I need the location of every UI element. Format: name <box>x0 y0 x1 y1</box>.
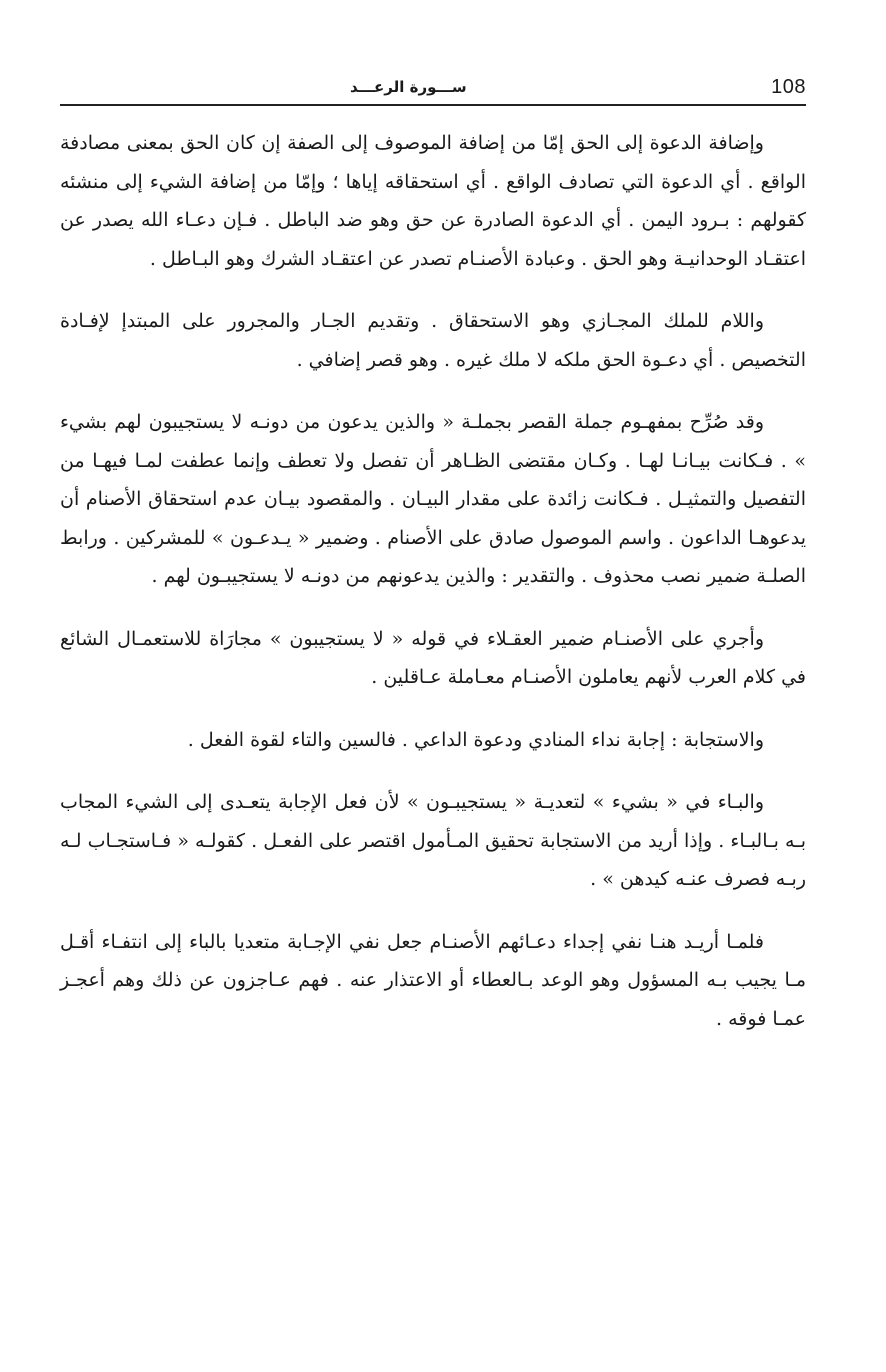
paragraph: فلمـا أريـد هنـا نفي إجداء دعـائهم الأصنـام جعل نفي الإجـابة متعديا بالباء إلى انتفـاء أقـل مـا يجيب بـه المسؤول وهو الوعد بـالعطاء أو الاعتذار عنه . فهم عـاجزون عن ذلك وهم أعجـز عمـا فوقه . <box>60 930 806 1030</box>
book-page <box>60 70 806 1330</box>
paragraph: واللام للملك المجـازي وهو الاستحقاق . وتقديم الجـار والمجرور على المبتدإ لإفـادة التخصيص . أي دعـوة الحق ملكه لا ملك غيره . وهو قصر إضافي . <box>60 310 806 371</box>
page-body <box>60 124 806 1038</box>
paragraph: والبـاء في « بشيء » لتعديـة « يستجيبـون » لأن فعل الإجابة يتعـدى إلى الشيء المجاب بـه بـالبـاء . وإذا أريد من الاستجابة تحقيق المـأمول اقتصر على الفعـل . كقولـه « فـاستجـاب لـه ربـه فصرف عنـه كيدهن » . <box>60 791 806 890</box>
paragraph: والاستجابة : إجابة نداء المنادي ودعوة الداعي . فالسين والتاء لقوة الفعل . <box>187 728 764 751</box>
page-number: 108 <box>771 76 806 98</box>
paragraph: وإضافة الدعوة إلى الحق إمّا من إضافة الموصوف إلى الصفة إن كان الحق بمعنى مصادفة الواقع . أي الدعوة التي تصادف الواقع . أي استحقاقه إياها ؛ وإمّا من إضافة الشيء إلى منشئه كقولهم : بـرود اليمن . أي الدعوة الصادرة عن حق وهو ضد الباطل . فـإن دعـاء الله يصدر عن اعتقـاد الوحدانيـة وهو الحق . وعبادة الأصنـام تصدر عن اعتقـاد الشرك وهو البـاطل . <box>60 132 806 270</box>
paragraph: وقد صُرِّح بمفهـوم جملة القصر بجملـة « والذين يدعون من دونـه لا يستجيبون لهم بشيء » . فـكانت بيـانـا لهـا . وكـان مقتضى الظـاهر أن تفصل ولا تعطف وإنما عطفت لمـا فيهـا من التفصيل والتمثيـل . فـكانت زائدة على مقدار البيـان . والمقصود بيـان عدم استحقاق الأصنام أن يدعوهـا الداعون . واسم الموصول صادق على الأصنام . وضمير « يـدعـون » للمشركين . ورابط الصلـة ضمير نصب محذوف . والتقدير : والذين يدعونهم من دونـه لا يستجيبـون لهم . <box>60 411 806 587</box>
running-title: ســـورة الرعـــد <box>350 78 467 96</box>
paragraph: وأجري على الأصنـام ضمير العقـلاء في قوله « لا يستجيبون » مجارَاة للاستعمـال الشائع في كلام العرب لأنهم يعاملون الأصنـام معـاملة عـاقلين . <box>60 627 806 688</box>
page-header <box>60 70 806 106</box>
